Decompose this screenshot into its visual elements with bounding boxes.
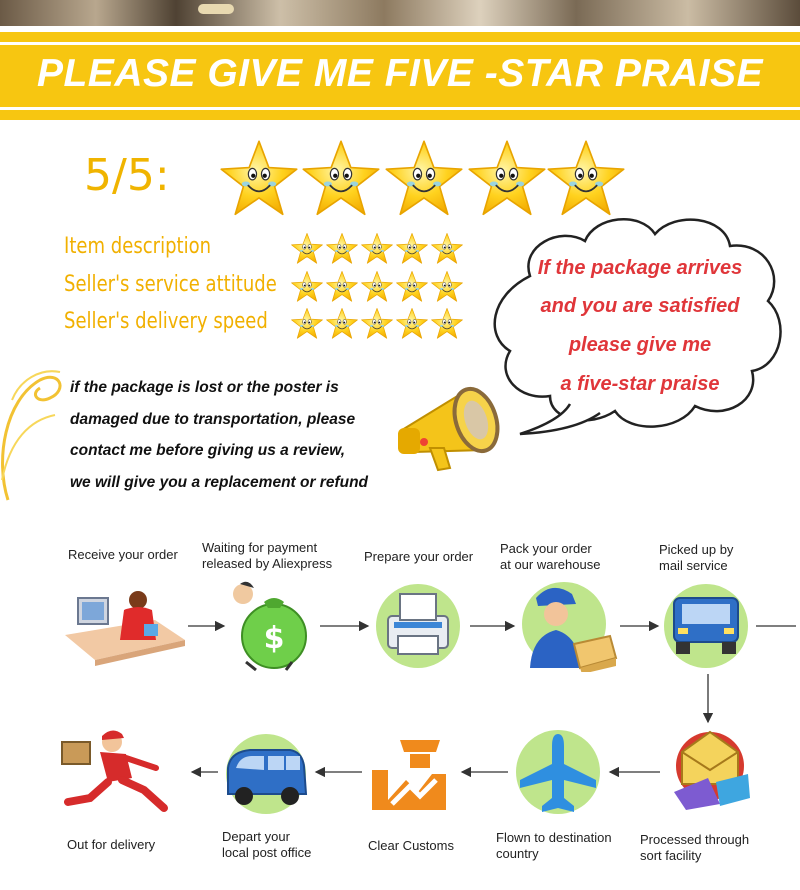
cloud-text-line-3: please give me: [568, 334, 712, 356]
step-label-payment-1: Waiting for payment: [202, 540, 318, 555]
step-label-picked-2: mail service: [659, 558, 728, 573]
score-text: 5/5:: [84, 150, 170, 201]
step-label-pack-2: at our warehouse: [500, 557, 601, 572]
cloud-text-line-2: and you are satisfied: [540, 295, 740, 317]
rating-label-delivery-speed: Seller's delivery speed: [64, 309, 268, 334]
step-label-customs: Clear Customs: [368, 838, 454, 853]
step-label-flown-2: country: [496, 846, 539, 861]
notice-line-4: we will give you a replacement or refund: [70, 473, 369, 491]
notice-line-1: if the package is lost or the poster is: [70, 379, 339, 396]
step-label-depart-2: local post office: [222, 845, 312, 860]
step-label-processed-1: Processed through: [640, 832, 750, 847]
notice-line-3: contact me before giving us a review,: [70, 442, 346, 459]
rating-label-item-description: Item description: [64, 234, 212, 259]
step-label-pack-1: Pack your order: [500, 541, 592, 556]
step-label-prepare: Prepare your order: [364, 549, 474, 564]
step-label-depart-1: Depart your: [222, 829, 290, 844]
step-label-processed-2: sort facility: [640, 848, 702, 863]
step-label-payment-2: released by Aliexpress: [202, 556, 333, 571]
rating-label-service-attitude: Seller's service attitude: [64, 272, 277, 297]
step-label-delivery: Out for delivery: [67, 837, 156, 852]
cloud-text-line-4: a five-star praise: [560, 373, 720, 395]
notice-line-2: damaged due to transportation, please: [70, 410, 356, 428]
cloud-text-line-1: If the package arrives: [537, 257, 743, 279]
step-label-picked-1: Picked up by: [659, 542, 734, 557]
step-label-receive: Receive your order: [68, 547, 178, 562]
banner-title: PLEASE GIVE ME FIVE -STAR PRAISE: [36, 52, 764, 95]
svg-text:$: $: [263, 621, 285, 656]
step-label-flown-1: Flown to destination: [496, 830, 612, 845]
